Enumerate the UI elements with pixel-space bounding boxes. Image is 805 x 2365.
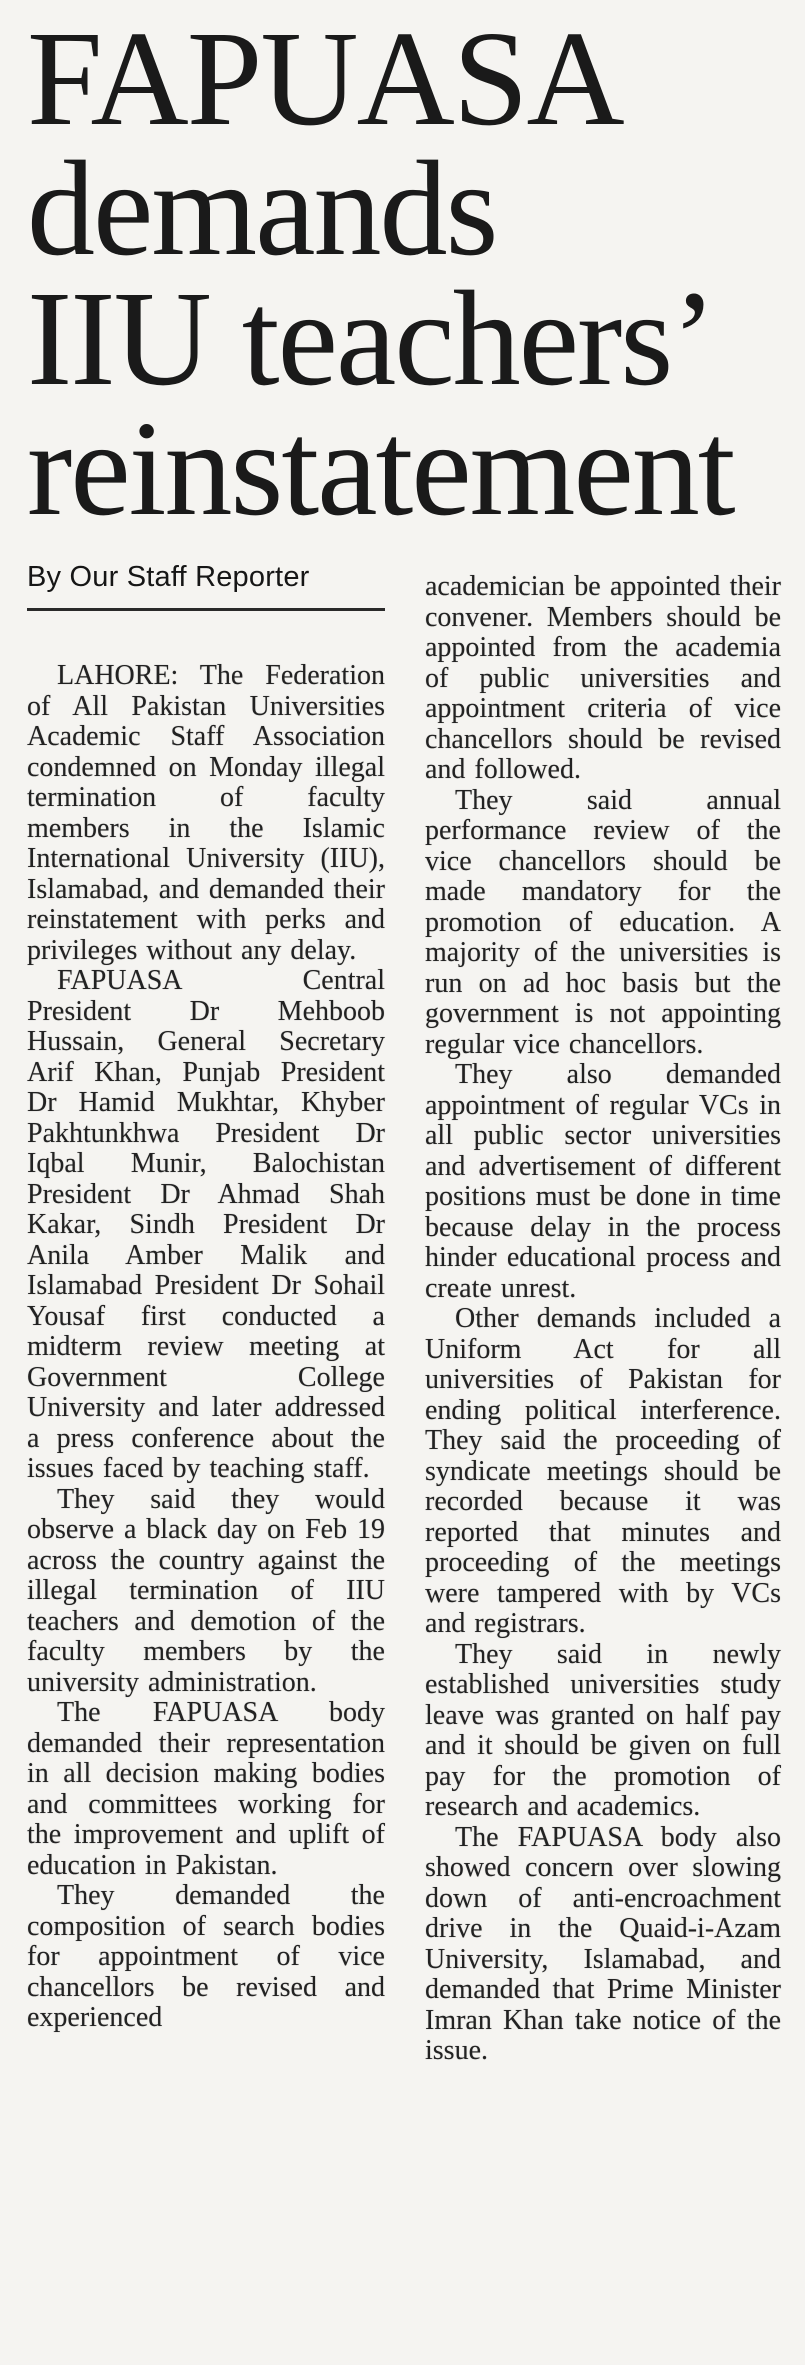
body-paragraph: The FAPUASA body also showed concern over slowing down of anti-encroachment drive in the Quaid-i-Azam University, Islamabad, and demanded that Prime Minister Imran Khan take notice of the issue. <box>425 1821 781 2066</box>
left-column <box>27 560 385 2034</box>
body-paragraph: They said in newly established universities study leave was granted on half pay and it should be given on full pay for the promotion of research and academics. <box>425 1638 781 1822</box>
headline-line: demands <box>27 134 497 284</box>
body-paragraph: Other demands included a Uniform Act for all universities of Pakistan for ending political interference. They said the proceeding of syndicate meetings should be recorded because it was reported that minutes and proceeding of the meetings were tampered with by VCs and registrars. <box>425 1303 781 1639</box>
article-columns <box>27 560 781 2067</box>
body-paragraph: FAPUASA Central President Dr Mehboob Hussain, General Secretary Arif Khan, Punjab President Dr Hamid Mukhtar, Khyber Pakhtunkhwa President Dr Iqbal Munir, Balochistan President Dr Ahmad Shah Kakar, Sindh President Dr Anila Amber Malik and Islamabad President Dr Sohail Yousaf first conducted a midterm review meeting at Government College University and later addressed a press conference about the issues faced by teaching staff. <box>27 965 385 1484</box>
body-paragraph: academician be appointed their convener. Members should be appointed from the academia of public universities and appointment criteria of vice chancellors should be revised and followed. <box>425 571 781 785</box>
article-headline <box>27 4 781 544</box>
body-paragraph: LAHORE: The Federation of All Pakistan Universities Academic Staff Association condemned on Monday illegal termination of faculty members in the Islamic International University (IIU), Islamabad, and demanded their reinstatement with perks and privileges without any delay. <box>27 660 385 966</box>
body-paragraph: They demanded the composition of search bodies for appointment of vice chancellors be revised and experienced <box>27 1880 385 2033</box>
right-column <box>425 560 781 2067</box>
byline-rule <box>27 608 385 611</box>
headline-line: reinstatement <box>27 394 734 544</box>
body-paragraph: They said they would observe a black day on Feb 19 across the country against the illegal termination of IIU teachers and demotion of the faculty members by the university administration. <box>27 1483 385 1698</box>
body-paragraph: The FAPUASA body demanded their representation in all decision making bodies and committees working for the improvement and uplift of education in Pakistan. <box>27 1697 385 1881</box>
headline-line: IIU teachers’ <box>27 264 715 414</box>
body-paragraph: They also demanded appointment of regular VCs in all public sector universities and advertisement of different positions must be done in time because delay in the process hinder educational process and create unrest. <box>425 1059 781 1304</box>
left-column-body <box>27 661 385 2034</box>
byline: By Our Staff Reporter <box>27 561 310 593</box>
headline-line: FAPUASA <box>27 4 623 154</box>
body-paragraph: They said annual performance review of the vice chancellors should be made mandatory for the promotion of education. A majority of the universities is run on ad hoc basis but the government is not appointing regular vice chancellors. <box>425 784 781 1060</box>
